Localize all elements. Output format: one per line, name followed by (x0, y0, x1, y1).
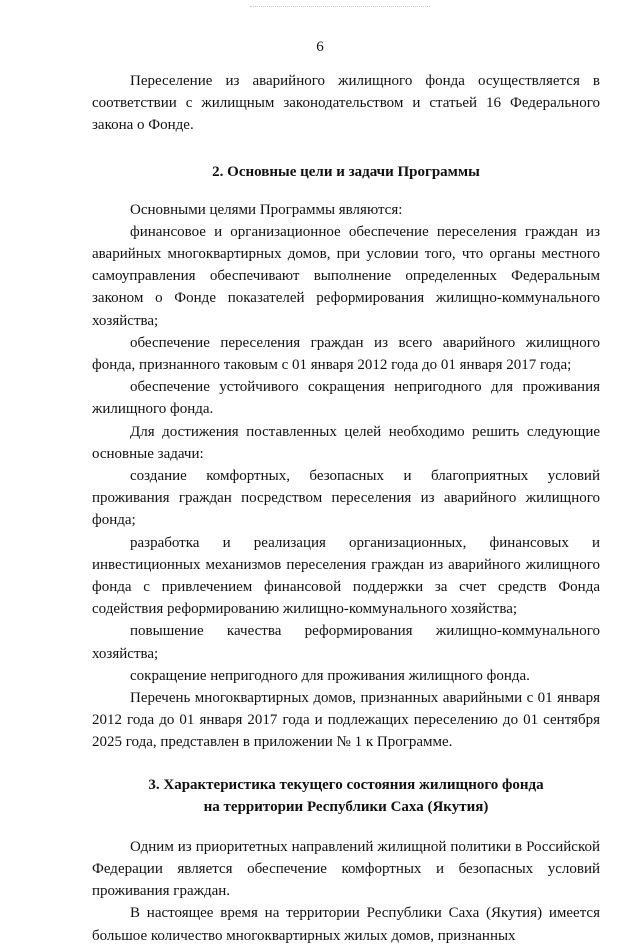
section-2-paragraph: создание комфортных, безопасных и благоприятных условий проживания граждан посредством переселения из аварийного жилищного фонда; (92, 468, 600, 529)
section-2-paragraph: разработка и реализация организационных, финансовых и инвестиционных механизмов переселения граждан из аварийного жилищного фонда с привлечением финансовой поддержки за счет средств Фонда содействия реформированию жилищно-коммунального хозяйства; (92, 534, 600, 618)
section-2-paragraph: обеспечение переселения граждан из всего аварийного жилищного фонда, признанного таковым с 01 января 2012 года до 01 января 2017 года; (92, 334, 600, 374)
section-2-paragraph: Перечень многоквартирных домов, признанных аварийными с 01 января 2012 года до 01 января 2017 года и подлежащих переселению до 01 сентября 2025 года, представлен в приложении № 1 к Программе. (92, 690, 600, 751)
section-2-paragraph: обеспечение устойчивого сокращения непригодного для проживания жилищного фонда. (92, 379, 600, 418)
section-2-paragraph: сокращение непригодного для проживания жилищного фонда. (130, 667, 530, 684)
scan-artifact-line (250, 6, 430, 8)
section-3-heading-line-1: 3. Характеристика текущего состояния жилищного фонда (148, 776, 544, 793)
section-3-heading-line-2: на территории Республики Саха (Якутия) (203, 798, 489, 815)
section-2-paragraph: финансовое и организационное обеспечение переселения граждан из аварийных многоквартирных домов, при условии того, что органы местного самоуправления обеспечивают выполнение определенных Федеральным законом о Фонде показателей реформирования жилищно-коммунального хозяйства; (92, 223, 600, 329)
document-body (92, 70, 600, 947)
section-2-paragraph: повышение качества реформирования жилищно-коммунального хозяйства; (92, 623, 600, 662)
section-2-heading: 2. Основные цели и задачи Программы (212, 163, 480, 180)
section-2-paragraph: Основными целями Программы являются: (130, 201, 403, 218)
section-2-paragraph: Для достижения поставленных целей необходимо решить следующие основные задачи: (92, 423, 600, 462)
section-3-paragraph: В настоящее время на территории Республики Саха (Якутия) имеется большое количество многоквартирных жилых домов, признанных (92, 905, 600, 944)
intro-paragraph: Переселение из аварийного жилищного фонда осуществляется в соответствии с жилищным законодательством и статьей 16 Федерального закона о Фонде. (92, 73, 600, 134)
page-number: 6 (316, 39, 324, 55)
section-3-paragraph: Одним из приоритетных направлений жилищной политики в Российской Федерации является обеспечение комфортных и безопасных условий проживания граждан. (92, 838, 600, 900)
